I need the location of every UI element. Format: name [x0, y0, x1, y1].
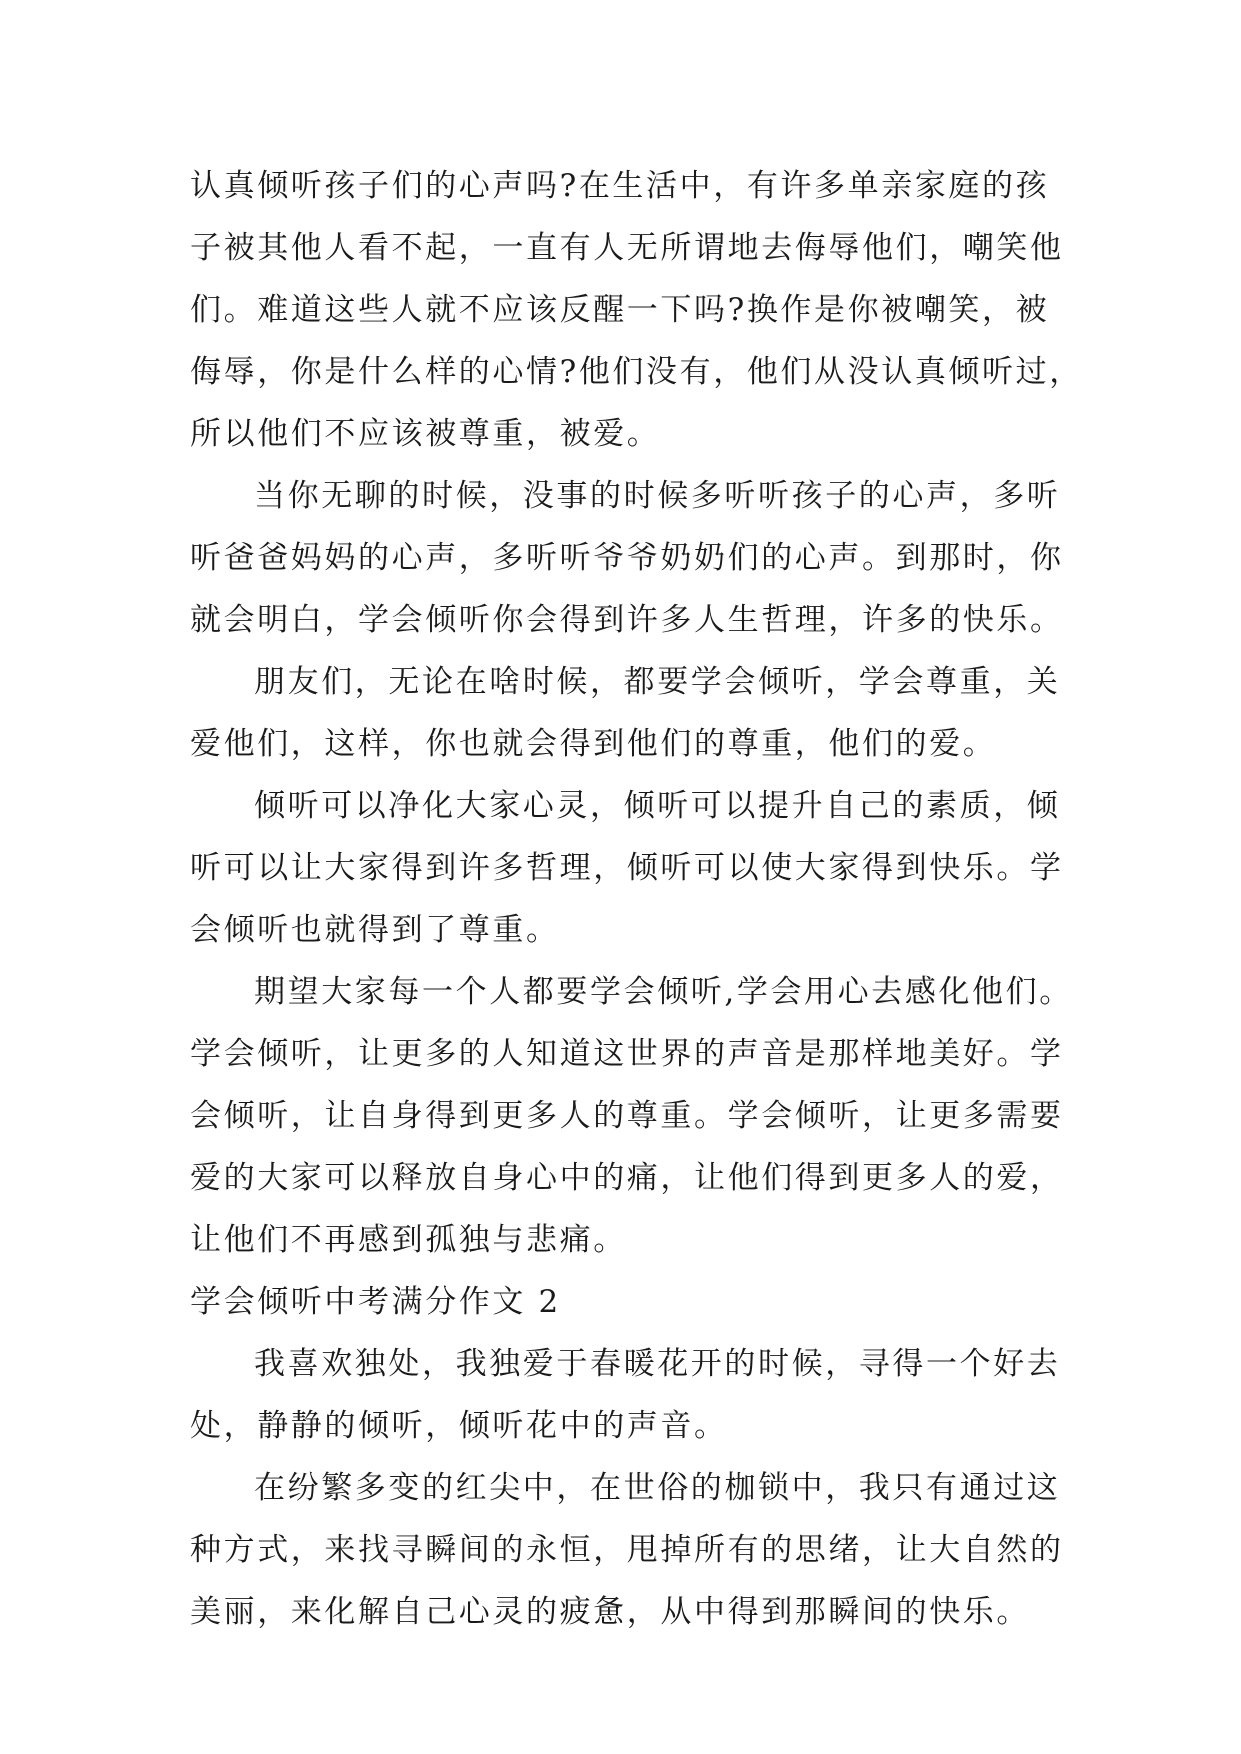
- text-line: 美丽，来化解自己心灵的疲惫，从中得到那瞬间的快乐。: [190, 1594, 1030, 1630]
- section-heading: 学会倾听中考满分作文 2: [190, 1284, 561, 1320]
- paragraph-first-line: 我喜欢独处，我独爱于春暖花开的时候，寻得一个好去: [254, 1346, 1061, 1382]
- paragraph-first-line: 在纷繁多变的红尖中，在世俗的枷锁中，我只有通过这: [254, 1470, 1061, 1506]
- text-line: 会倾听也就得到了尊重。: [190, 912, 560, 948]
- text-line: 就会明白，学会倾听你会得到许多人生哲理，许多的快乐。: [190, 602, 1064, 638]
- text-line: 种方式，来找寻瞬间的永恒，甩掉所有的思绪，让大自然的: [190, 1532, 1064, 1568]
- paragraph-first-line: 期望大家每一个人都要学会倾听,学会用心去感化他们。: [254, 974, 1073, 1010]
- text-line: 所以他们不应该被尊重，被爱。: [190, 416, 661, 452]
- text-line: 爱的大家可以释放自身心中的痛，让他们得到更多人的爱，: [190, 1160, 1064, 1196]
- text-line: 让他们不再感到孤独与悲痛。: [190, 1222, 627, 1258]
- paragraph-first-line: 朋友们，无论在啥时候，都要学会倾听，学会尊重，关: [254, 664, 1061, 700]
- text-line: 侮辱，你是什么样的心情?他们没有，他们从没认真倾听过，: [190, 354, 1083, 390]
- text-line: 听可以让大家得到许多哲理，倾听可以使大家得到快乐。学: [190, 850, 1064, 886]
- text-line: 听爸爸妈妈的心声，多听听爷爷奶奶们的心声。到那时，你: [190, 540, 1064, 576]
- text-line: 爱他们，这样，你也就会得到他们的尊重，他们的爱。: [190, 726, 997, 762]
- text-line: 会倾听，让自身得到更多人的尊重。学会倾听，让更多需要: [190, 1098, 1064, 1134]
- text-line: 子被其他人看不起，一直有人无所谓地去侮辱他们，嘲笑他: [190, 230, 1064, 266]
- text-line: 们。难道这些人就不应该反醒一下吗?换作是你被嘲笑，被: [190, 292, 1050, 328]
- text-line: 处，静静的倾听，倾听花中的声音。: [190, 1408, 728, 1444]
- text-line: 认真倾听孩子们的心声吗?在生活中，有许多单亲家庭的孩: [190, 168, 1050, 204]
- paragraph-first-line: 当你无聊的时候，没事的时候多听听孩子的心声，多听: [254, 478, 1061, 514]
- text-line: 学会倾听，让更多的人知道这世界的声音是那样地美好。学: [190, 1036, 1064, 1072]
- paragraph-first-line: 倾听可以净化大家心灵，倾听可以提升自己的素质，倾: [254, 788, 1061, 824]
- document-body: [190, 155, 1083, 1643]
